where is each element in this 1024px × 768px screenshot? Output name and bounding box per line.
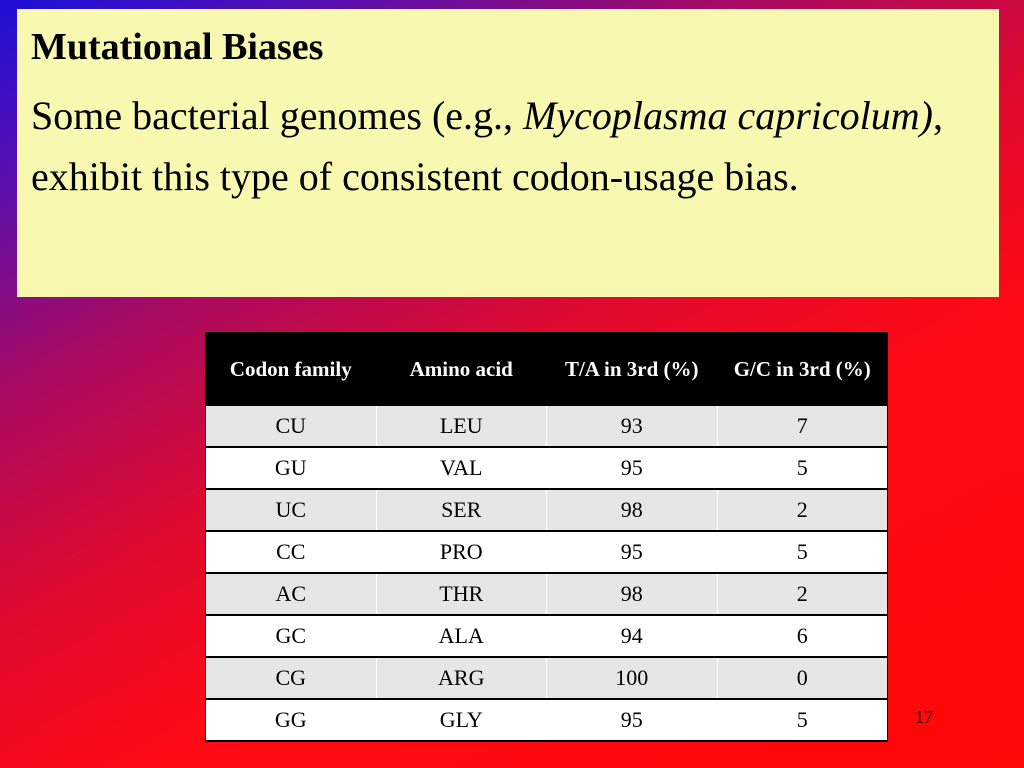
table-row: [206, 531, 888, 573]
cell-gc-3rd: 5: [717, 531, 888, 573]
slide-body: [31, 85, 985, 207]
table-header-row: [206, 333, 888, 406]
table-row: [206, 406, 888, 448]
cell-gc-3rd: 2: [717, 573, 888, 615]
cell-gc-3rd: 5: [717, 447, 888, 489]
text-box: [17, 9, 999, 297]
body-text-italic: Mycoplasma capricolum): [523, 93, 933, 138]
table-row: [206, 447, 888, 489]
cell-amino-acid: VAL: [376, 447, 547, 489]
cell-codon-family: CU: [206, 406, 377, 448]
cell-amino-acid: LEU: [376, 406, 547, 448]
cell-codon-family: GC: [206, 615, 377, 657]
table-row: [206, 573, 888, 615]
header-amino-acid: Amino acid: [376, 333, 547, 406]
cell-ta-3rd: 94: [547, 615, 718, 657]
table-row: [206, 615, 888, 657]
cell-gc-3rd: 0: [717, 657, 888, 699]
cell-codon-family: CG: [206, 657, 377, 699]
cell-amino-acid: PRO: [376, 531, 547, 573]
cell-ta-3rd: 98: [547, 573, 718, 615]
cell-ta-3rd: 98: [547, 489, 718, 531]
slide-title: Mutational Biases: [31, 26, 324, 68]
cell-ta-3rd: 95: [547, 447, 718, 489]
cell-codon-family: AC: [206, 573, 377, 615]
body-text-part2: , exhibit this type of consistent codon-usage bias.: [31, 93, 943, 199]
cell-amino-acid: ARG: [376, 657, 547, 699]
cell-gc-3rd: 2: [717, 489, 888, 531]
codon-table-container: [205, 332, 888, 742]
slide-number: 17: [915, 707, 933, 727]
cell-codon-family: UC: [206, 489, 377, 531]
table-row: [206, 489, 888, 531]
header-ta-3rd: T/A in 3rd (%): [547, 333, 718, 406]
table-row: [206, 699, 888, 741]
cell-ta-3rd: 95: [547, 699, 718, 741]
cell-amino-acid: GLY: [376, 699, 547, 741]
cell-ta-3rd: 95: [547, 531, 718, 573]
cell-amino-acid: ALA: [376, 615, 547, 657]
cell-ta-3rd: 93: [547, 406, 718, 448]
cell-codon-family: GG: [206, 699, 377, 741]
cell-gc-3rd: 7: [717, 406, 888, 448]
cell-ta-3rd: 100: [547, 657, 718, 699]
cell-codon-family: CC: [206, 531, 377, 573]
table-row: [206, 657, 888, 699]
header-codon-family: Codon family: [206, 333, 377, 406]
cell-gc-3rd: 6: [717, 615, 888, 657]
cell-codon-family: GU: [206, 447, 377, 489]
cell-amino-acid: SER: [376, 489, 547, 531]
body-text-part1: Some bacterial genomes (e.g.,: [31, 93, 524, 138]
header-gc-3rd: G/C in 3rd (%): [717, 333, 888, 406]
codon-table: [205, 332, 888, 742]
cell-amino-acid: THR: [376, 573, 547, 615]
cell-gc-3rd: 5: [717, 699, 888, 741]
